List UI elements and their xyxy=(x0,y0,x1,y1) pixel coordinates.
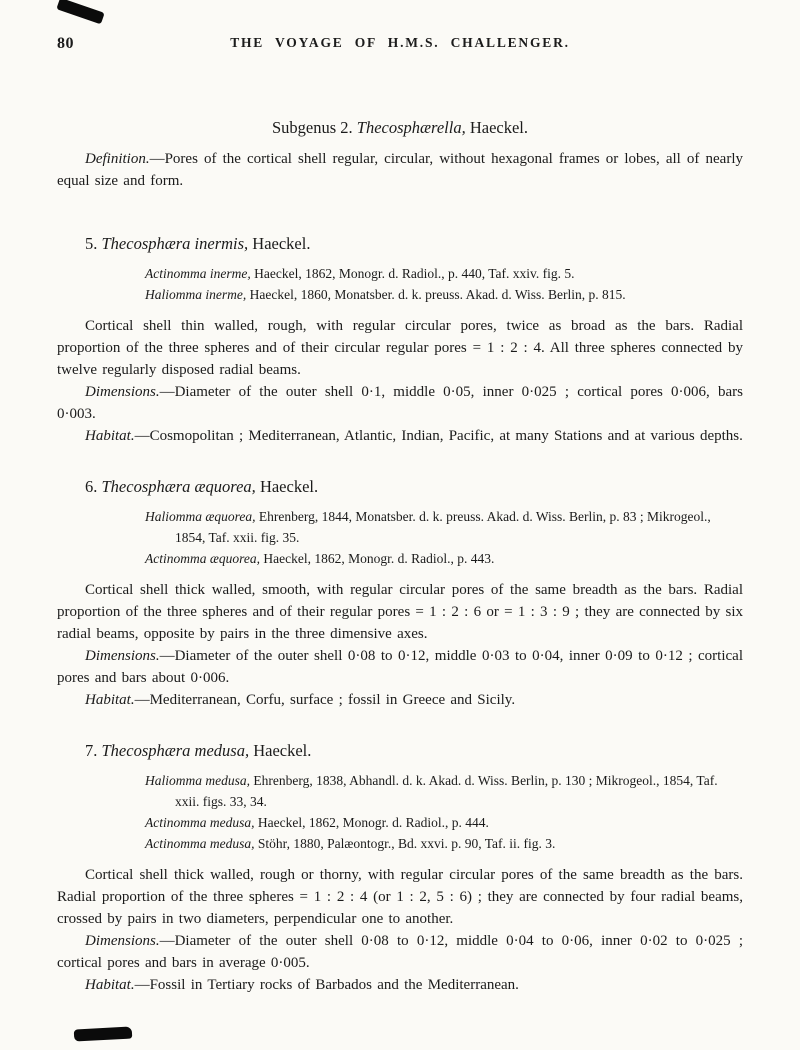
running-header xyxy=(57,34,743,54)
citation-line xyxy=(145,833,743,854)
citation-species: Haliomma æquorea, xyxy=(145,509,256,524)
species-number: 6. xyxy=(85,477,98,496)
citation-species: Actinomma medusa, xyxy=(145,815,255,830)
species-section-7 xyxy=(57,741,743,996)
species-number: 7. xyxy=(85,741,98,760)
species-heading xyxy=(85,741,743,761)
subgenus-name: Thecosphærella, xyxy=(356,118,466,137)
subgenus-author: Haeckel. xyxy=(469,118,529,137)
species-author: Haeckel. xyxy=(259,477,319,496)
species-number: 5. xyxy=(85,234,98,253)
definition-paragraph xyxy=(57,148,743,192)
species-habitat xyxy=(57,974,743,996)
citation-line xyxy=(145,812,743,833)
species-heading xyxy=(85,477,743,497)
species-habitat xyxy=(57,425,743,447)
citation-reference: Ehrenberg, 1844, Monatsber. d. k. preuss. Akad. d. Wiss. Berlin, p. 83 ; Mikrogeol., 1854, Taf. xxii. fig. 35. xyxy=(175,509,711,545)
habitat-text: —Mediterranean, Corfu, surface ; fossil in Greece and Sicily. xyxy=(134,692,516,708)
habitat-lead: Habitat. xyxy=(85,977,135,993)
synonymy-list xyxy=(57,263,743,305)
citation-line xyxy=(145,284,743,305)
dimensions-text: —Diameter of the outer shell 0·1, middle 0·05, inner 0·025 ; cortical pores 0·006, bars 0·003. xyxy=(57,384,743,422)
species-dimensions xyxy=(57,645,743,689)
species-description: Cortical shell thick walled, smooth, with regular circular pores of the same breadth as the bars. Radial proportion of the three spheres and of their regular pores = 1 : 2 : 6 or = 1 : 3 : 9 ; they are connected by six radial beams, opposite by pairs in the three dimensive axes. xyxy=(57,582,743,642)
species-description: Cortical shell thick walled, rough or thorny, with regular circular pores of the same breadth as the bars. Radial proportion of the three spheres = 1 : 2 : 4 (or 1 : 2, 5 : 6) ; they are connected by four radial beams, crossed by pairs in two diameters, perpendicular one to another. xyxy=(57,867,743,927)
habitat-lead: Habitat. xyxy=(85,692,135,708)
habitat-lead: Habitat. xyxy=(85,428,135,444)
citation-species: Actinomma medusa, xyxy=(145,836,255,851)
species-name: Thecosphæra inermis, xyxy=(101,234,249,253)
species-habitat xyxy=(57,689,743,711)
habitat-text: —Fossil in Tertiary rocks of Barbados and the Mediterranean. xyxy=(134,977,519,993)
species-author: Haeckel. xyxy=(252,234,311,253)
definition-text: —Pores of the cortical shell regular, circular, without hexagonal frames or lobes, all of nearly equal size and form. xyxy=(57,151,743,189)
habitat-text: —Cosmopolitan ; Mediterranean, Atlantic, Indian, Pacific, at many Stations and at various depths. xyxy=(134,428,743,444)
citation-species: Actinomma inerme, xyxy=(145,266,251,281)
scan-artifact-bottom-left xyxy=(74,1026,133,1041)
citation-species: Haliomma inerme, xyxy=(145,287,247,302)
citation-reference: Haeckel, 1860, Monatsber. d. k. preuss. Akad. d. Wiss. Berlin, p. 815. xyxy=(246,287,626,302)
definition-lead: Definition. xyxy=(85,151,150,167)
citation-species: Haliomma medusa, xyxy=(145,773,250,788)
dimensions-lead: Dimensions. xyxy=(85,648,160,664)
citation-reference: Ehrenberg, 1838, Abhandl. d. k. Akad. d. Wiss. Berlin, p. 130 ; Mikrogeol., 1854, Taf. xxii. figs. 33, 34. xyxy=(175,773,718,809)
citation-line xyxy=(145,770,743,812)
species-author: Haeckel. xyxy=(253,741,312,760)
citation-species: Actinomma æquorea, xyxy=(145,551,260,566)
dimensions-lead: Dimensions. xyxy=(85,933,160,949)
species-name: Thecosphæra æquorea, xyxy=(101,477,256,496)
citation-reference: Haeckel, 1862, Monogr. d. Radiol., p. 440, Taf. xxiv. fig. 5. xyxy=(250,266,575,281)
synonymy-list xyxy=(57,506,743,569)
citation-line xyxy=(145,506,743,548)
citation-reference: Stöhr, 1880, Palæontogr., Bd. xxvi. p. 90, Taf. ii. fig. 3. xyxy=(254,836,556,851)
citation-line xyxy=(145,548,743,569)
species-name: Thecosphæra medusa, xyxy=(101,741,250,760)
citation-reference: Haeckel, 1862, Monogr. d. Radiol., p. 443. xyxy=(260,551,495,566)
subgenus-heading xyxy=(57,118,743,138)
page-number: 80 xyxy=(57,35,74,52)
subgenus-label: Subgenus 2. xyxy=(271,118,353,137)
running-title: THE VOYAGE OF H.M.S. CHALLENGER. xyxy=(230,35,570,50)
citation-line xyxy=(145,263,743,284)
dimensions-text: —Diameter of the outer shell 0·08 to 0·12, middle 0·03 to 0·04, inner 0·09 to 0·12 ; cortical pores and bars about 0·006. xyxy=(57,648,743,686)
species-heading xyxy=(85,234,743,254)
species-dimensions xyxy=(57,930,743,974)
dimensions-lead: Dimensions. xyxy=(85,384,160,400)
dimensions-text: —Diameter of the outer shell 0·08 to 0·12, middle 0·04 to 0·06, inner 0·02 to 0·025 ; cortical pores and bars in average 0·005. xyxy=(57,933,743,971)
species-description: Cortical shell thin walled, rough, with regular circular pores, twice as broad as the bars. Radial proportion of the three spheres and of their circular regular pores = 1 : 2 : 4. All three spheres connected by twelve regularly disposed radial beams. xyxy=(57,318,743,378)
species-section-5 xyxy=(57,234,743,447)
synonymy-list xyxy=(57,770,743,854)
citation-reference: Haeckel, 1862, Monogr. d. Radiol., p. 444. xyxy=(254,815,489,830)
species-dimensions xyxy=(57,381,743,425)
species-section-6 xyxy=(57,477,743,711)
